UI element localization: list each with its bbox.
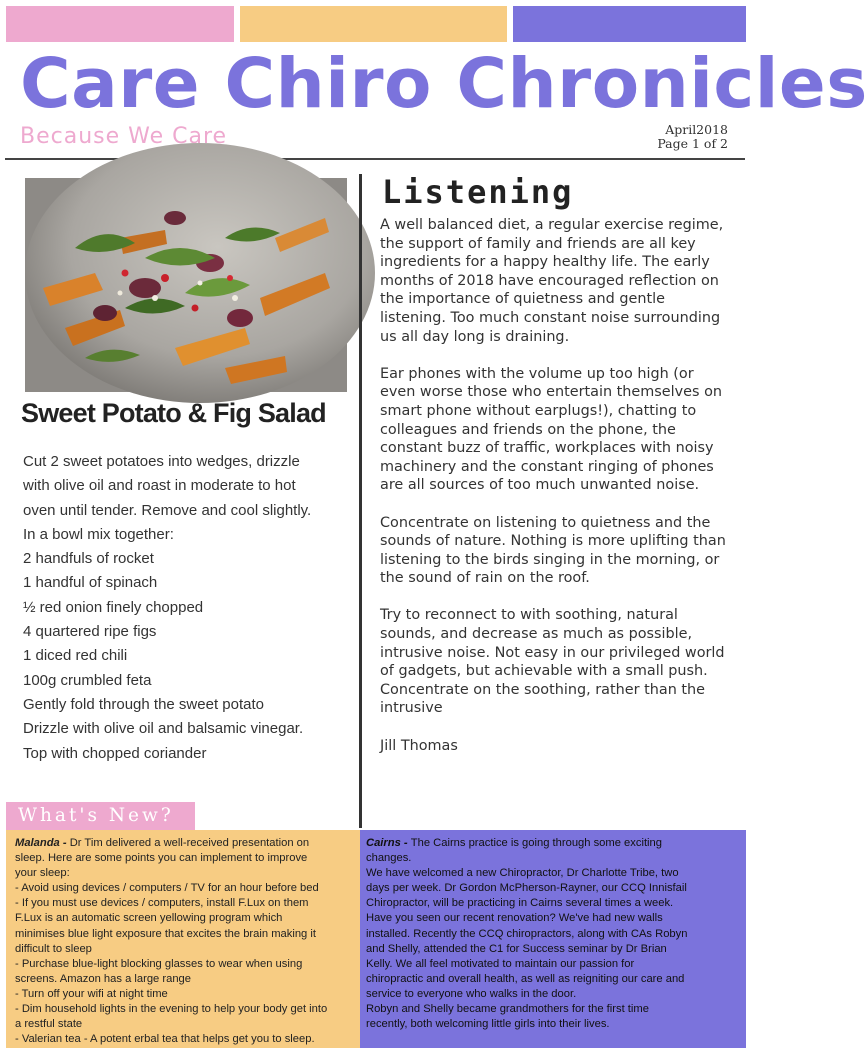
- article-author: Jill Thomas: [380, 737, 458, 754]
- recipe-line: with olive oil and roast in moderate to hot: [23, 477, 296, 495]
- news-line: service to everyone who walks in the door.: [366, 987, 577, 1000]
- news-lead-malanda: Malanda -: [15, 837, 70, 849]
- page-number: Page 1 of 2: [657, 136, 728, 151]
- news-line: We have welcomed a new Chiropractor, Dr Charlotte Tribe, two: [366, 867, 679, 880]
- recipe-title: Sweet Potato & Fig Salad: [21, 398, 326, 428]
- plate: [25, 143, 375, 403]
- recipe-method: [23, 450, 353, 766]
- news-line: installed. Recently the CCQ chiropractors, along with CAs Robyn: [366, 927, 688, 940]
- news-line: Robyn and Shelly became grandmothers for the first time: [366, 1003, 649, 1016]
- news-line: your sleep:: [15, 867, 70, 880]
- header-bar-pink: [6, 6, 234, 42]
- recipe-ingredient: 1 handful of spinach: [23, 574, 158, 592]
- news-line: Chiropractor, will be practicing in Cairns several times a week.: [366, 897, 674, 910]
- column-divider: [359, 174, 362, 828]
- news-line: Kelly. We all feel motivated to maintain our passion for: [366, 957, 635, 970]
- news-line: - Dim household lights in the evening to help your body get into: [15, 1003, 328, 1016]
- news-line: days per week. Dr Gordon McPherson-Rayner, our CCQ Innisfail: [366, 882, 687, 895]
- whats-new-label: What's New?: [6, 802, 195, 830]
- news-text: Dr Tim delivered a well-received presentation on: [69, 837, 310, 849]
- news-line: Have you seen our recent renovation? We've had new walls: [366, 912, 663, 925]
- news-line: F.Lux is an automatic screen yellowing program which: [15, 912, 283, 925]
- news-line: - Valerian tea - A potent erbal tea that helps get you to sleep.: [15, 1033, 315, 1046]
- news-line: chiropractic and overall health, as well as reigniting our care and: [366, 972, 685, 985]
- recipe-line: In a bowl mix together:: [23, 525, 174, 543]
- issue-date: April2018: [665, 122, 728, 137]
- article-heading: Listening: [382, 173, 574, 211]
- header-bar-purple: [513, 6, 746, 42]
- article-paragraph: Ear phones with the volume up too high (or even worse those who entertain themselves on smart phone without earplugs!), chatting to colleagues and friends on the phone, the constant buzz of traffic, workplaces with noisy machinery and the constant ringing of phones are all sources of too much unwanted noise.: [380, 365, 722, 494]
- news-line: - Purchase blue-light blocking glasses to wear when using: [15, 957, 303, 970]
- recipe-line: Gently fold through the sweet potato: [23, 695, 264, 713]
- recipe-line: Drizzle with olive oil and balsamic vinegar.: [23, 720, 304, 738]
- news-line: and Shelly, attended the C1 for Success seminar by Dr Brian: [366, 942, 667, 955]
- article-paragraph: Try to reconnect to with soothing, natural sounds, and decrease as much as possible, intrusive noise. Not easy in our privileged world of gadgets, but achievable with a small push. Concentrate on the soothing, rather than the intrusive: [380, 607, 725, 717]
- news-lead-cairns: Cairns -: [366, 837, 411, 849]
- news-line: difficult to sleep: [15, 942, 92, 955]
- news-line: recently, both welcoming little girls into their lives.: [366, 1018, 610, 1031]
- news-text: The Cairns practice is going through some exciting: [410, 837, 662, 849]
- news-line: a restful state: [15, 1018, 83, 1031]
- news-line: - Turn off your wifi at night time: [15, 987, 168, 1000]
- recipe-ingredient: ½ red onion finely chopped: [23, 598, 204, 616]
- recipe-line: oven until tender. Remove and cool slightly.: [23, 501, 312, 519]
- salad-photo: [25, 178, 347, 392]
- news-line: [15, 836, 356, 851]
- news-line: - If you must use devices / computers, install F.Lux on them: [15, 897, 309, 910]
- news-line: minimises blue light exposure that excites the brain making it: [15, 927, 316, 940]
- recipe-ingredient: 4 quartered ripe figs: [23, 623, 157, 641]
- news-line: screens. Amazon has a large range: [15, 972, 191, 985]
- recipe-ingredient: 2 handfuls of rocket: [23, 550, 154, 568]
- newsletter-tagline: Because We Care: [20, 124, 228, 149]
- whats-new-cairns: [360, 830, 746, 1048]
- news-line: sleep. Here are some points you can implement to improve: [15, 852, 308, 865]
- news-line: [366, 836, 742, 851]
- recipe-ingredient: 1 diced red chili: [23, 647, 128, 665]
- recipe-line: Cut 2 sweet potatoes into wedges, drizzle: [23, 453, 300, 470]
- header-bar-yellow: [240, 6, 507, 42]
- news-line: changes.: [366, 852, 412, 865]
- article-body: [380, 216, 728, 755]
- article-paragraph: Concentrate on listening to quietness and the sounds of nature. Nothing is more uplifting than listening to the birds singing in the morning, or the sound of rain on the roof.: [380, 514, 726, 587]
- newsletter-title: Care Chiro Chronicles: [20, 44, 868, 124]
- recipe-ingredient: 100g crumbled feta: [23, 671, 152, 689]
- issue-info: [657, 123, 728, 151]
- whats-new-malanda: [6, 830, 360, 1048]
- recipe-line: Top with chopped coriander: [23, 744, 207, 762]
- article-paragraph: A well balanced diet, a regular exercise regime, the support of family and friends are all key ingredients for a happy healthy life. The early months of 2018 have encouraged reflection on the importance of quietness and gentle listening. Too much constant noise surrounding us all day long is draining.: [380, 217, 724, 345]
- news-line: - Avoid using devices / computers / TV for an hour before bed: [15, 882, 319, 895]
